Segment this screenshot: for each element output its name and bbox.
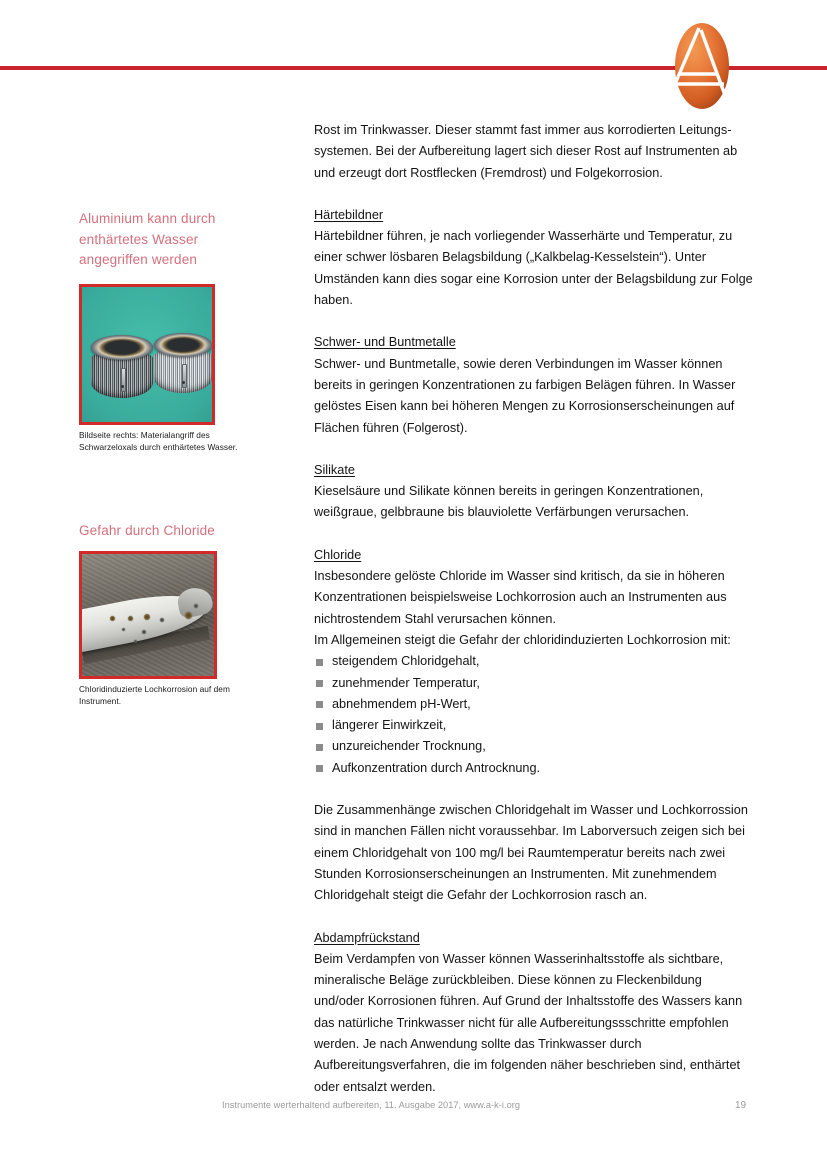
figure-chloride xyxy=(79,551,230,707)
list-item: unzureichender Trocknung, xyxy=(314,736,754,757)
photo-instrument-pitting xyxy=(79,551,217,679)
section-body: Kieselsäure und Silikate können bereits in geringen Konzentrationen, weißgraue, gelbbraune bis blauviolette Verfärbungen verursachen. xyxy=(314,484,704,520)
section-body: Beim Verdampfen von Wasser können Wasserinhaltsstoffe als sichtbare, mineralische Beläge zurückbleiben. Diese können zu Fleckenbildung und/oder Korrosionen führen. Auf Grund der Inhaltsstoffe des Wassers kann das natürliche Trinkwasser nicht für alle Aufbereitungssschritte empfohlen werden. Je nach Anwendung sollte das Trinkwasser durch Aufbereitungsverfahren, die im folgenden näher beschrieben sind, enthärtet oder entsalzt werden. xyxy=(314,951,743,1094)
photo-aluminium-rings xyxy=(79,284,215,425)
list-item: zunehmender Temperatur, xyxy=(314,673,754,694)
aki-logo xyxy=(668,22,736,110)
caption-aluminium: Bildseite rechts: Materialangriff des Schwarzeloxals durch enthärtetes Wasser. xyxy=(79,430,238,452)
section-heading: Schwer- und Buntmetalle xyxy=(314,335,456,350)
corrosion-pit xyxy=(144,614,150,620)
section-haertebildner xyxy=(314,205,754,311)
list-item: steigendem Chloridgehalt, xyxy=(314,651,754,672)
corrosion-pit xyxy=(160,618,164,622)
corrosion-pit xyxy=(185,612,192,619)
section-body: Härtebildner führen, je nach vorliegender Wasserhärte und Temperatur, zu einer schwer lösbaren Belagsbildung („Kalkbelag-Kesselstein“). Unter Umständen kann dies sogar eine Korrosion unter der Belagsbildung zur Folge haben. xyxy=(314,229,753,308)
section-heading: Abdampfrückstand xyxy=(314,930,420,945)
corrosion-pit xyxy=(128,616,133,621)
section-abdampfrueckstand xyxy=(314,928,754,1098)
section-schwer-buntmetalle xyxy=(314,332,754,438)
ring-rim xyxy=(154,333,212,357)
bullet-list-intro: Im Allgemeinen steigt die Gefahr der chloridinduzierten Lochkorrosion mit: xyxy=(314,632,731,647)
metal-ring-left xyxy=(91,335,153,398)
list-item: abnehmendem pH-Wert, xyxy=(314,694,754,715)
sidebar-heading-aluminium: Aluminium kann durch enthärtetes Wasser angegriffen werden xyxy=(79,211,216,267)
page-number: 19 xyxy=(735,1100,747,1111)
main-content-column xyxy=(314,120,754,1119)
section-heading: Chloride xyxy=(314,547,362,562)
page-header xyxy=(0,0,827,115)
ring-slot xyxy=(121,368,126,392)
corrosion-pit xyxy=(110,616,115,621)
ring-slot xyxy=(182,364,187,388)
sidebar-heading-chloride: Gefahr durch Chloride xyxy=(79,523,215,538)
ring-slot-dot xyxy=(182,381,185,384)
corrosion-pit xyxy=(142,630,146,634)
page-footer xyxy=(0,1100,827,1120)
section-silikate xyxy=(314,460,754,524)
intro-paragraph: Rost im Trinkwasser. Dieser stammt fast immer aus korrodierten Leitungssystemen. Bei der Aufbereitung lagert sich dieser Rost auf Instrumenten ab und erzeugt dort Rostflecken (Fremdrost) und Folgekorrosion. xyxy=(314,123,738,180)
caption-chloride: Chloridinduzierte Lochkorrosion auf dem Instrument. xyxy=(79,684,230,706)
section-chloride xyxy=(314,545,754,779)
corrosion-pit xyxy=(194,604,198,608)
list-item: Aufkonzentration durch Antrocknung. xyxy=(314,758,754,779)
footer-source-text: Instrumente werterhaltend aufbereiten, 11. Ausgabe 2017, www.a-k-i.org xyxy=(222,1100,521,1110)
chloride-closing-paragraph: Die Zusammenhänge zwischen Chloridgehalt im Wasser und Lochkorrossion sind in manchen Fällen nicht voraussehbar. Im Laborversuch zeigen sich bei einem Chloridgehalt von 100 mg/l bei Raumtemperatur bereits nach zwei Stunden Korrosionserscheinungen an Instrumenten. Mit zunehmendem Chloridgehalt steigt die Gefahr der Lochkorrosion rasch an. xyxy=(314,803,748,903)
logo-sphere-icon xyxy=(668,22,736,110)
chloride-risk-list xyxy=(314,651,754,779)
section-heading: Silikate xyxy=(314,462,355,477)
section-heading: Härtebildner xyxy=(314,207,384,222)
metal-ring-right xyxy=(154,333,212,393)
section-body: Schwer- und Buntmetalle, sowie deren Verbindungen im Wasser können bereits in geringen Konzentrationen zu farbigen Belägen führen. In Wasser gelöstes Eisen kann bei höheren Mengen zu Korrosionserscheinungen auf Flächen führen (Folgerost). xyxy=(314,356,736,435)
ring-rim xyxy=(91,335,153,360)
corrosion-pit xyxy=(134,640,137,643)
section-body: Insbesondere gelöste Chloride im Wasser sind kritisch, da sie in höheren Konzentrationen beispielsweise Lochkorrosion auch an Instrumenten aus nichtrostendem Stahl verursachen können. xyxy=(314,569,727,626)
corrosion-pit xyxy=(122,628,125,631)
figure-aluminium xyxy=(79,284,238,453)
list-item: längerer Einwirkzeit, xyxy=(314,715,754,736)
